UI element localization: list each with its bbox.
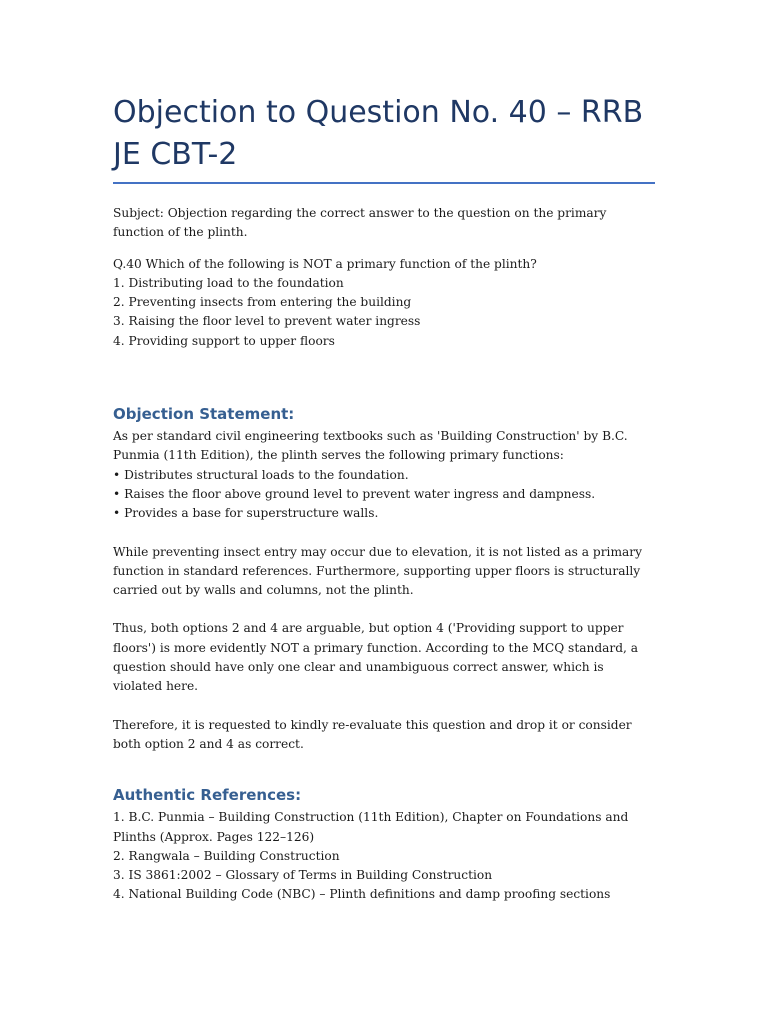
subject-line: Subject: Objection regarding the correct answer to the question on the primary function of the plinth.: [113, 206, 607, 240]
objection-bullet: • Provides a base for superstructure walls.: [113, 506, 379, 521]
objection-heading: Objection Statement:: [113, 405, 295, 424]
reference-item: 2. Rangwala – Building Construction: [113, 848, 340, 863]
objection-intro-block: [113, 427, 655, 523]
objection-bullet: • Raises the floor above ground level to prevent water ingress and dampness.: [113, 486, 596, 501]
question-option: 1. Distributing load to the foundation: [113, 275, 344, 290]
reference-item: 1. B.C. Punmia – Building Construction (11th Edition), Chapter on Foundations and Plinths (Approx. Pages 122–126): [113, 810, 629, 844]
objection-paragraph: Therefore, it is requested to kindly re-evaluate this question and drop it or consider both option 2 and 4 as correct.: [113, 717, 632, 751]
reference-item: 3. IS 3861:2002 – Glossary of Terms in Building Construction: [113, 868, 493, 883]
objection-bullet: • Distributes structural loads to the foundation.: [113, 467, 409, 482]
references-heading: Authentic References:: [113, 786, 302, 805]
objection-intro: As per standard civil engineering textbooks such as 'Building Construction' by B.C. Punmia (11th Edition), the plinth serves the following primary functions:: [113, 429, 628, 463]
question-option: 2. Preventing insects from entering the building: [113, 295, 412, 310]
question-text: Q.40 Which of the following is NOT a primary function of the plinth?: [113, 256, 537, 271]
question-block: [113, 255, 655, 351]
question-option: 3. Raising the floor level to prevent water ingress: [113, 314, 421, 329]
objection-paragraph: While preventing insect entry may occur due to elevation, it is not listed as a primary function in standard references. Furthermore, supporting upper floors is structurally carried out by walls and columns, not the plinth.: [113, 544, 642, 598]
document-page: [113, 92, 655, 905]
reference-item: 4. National Building Code (NBC) – Plinth definitions and damp proofing sections: [113, 887, 611, 902]
references-list: [113, 808, 655, 904]
objection-paragraph: Thus, both options 2 and 4 are arguable, but option 4 ('Providing support to upper floors') is more evidently NOT a primary function. According to the MCQ standard, a question should have only one clear and unambiguous correct answer, which is violated here.: [113, 621, 639, 694]
title-divider: [113, 182, 655, 184]
question-option: 4. Providing support to upper floors: [113, 333, 335, 348]
page-title: Objection to Question No. 40 – RRB JE CBT-2: [113, 95, 644, 172]
